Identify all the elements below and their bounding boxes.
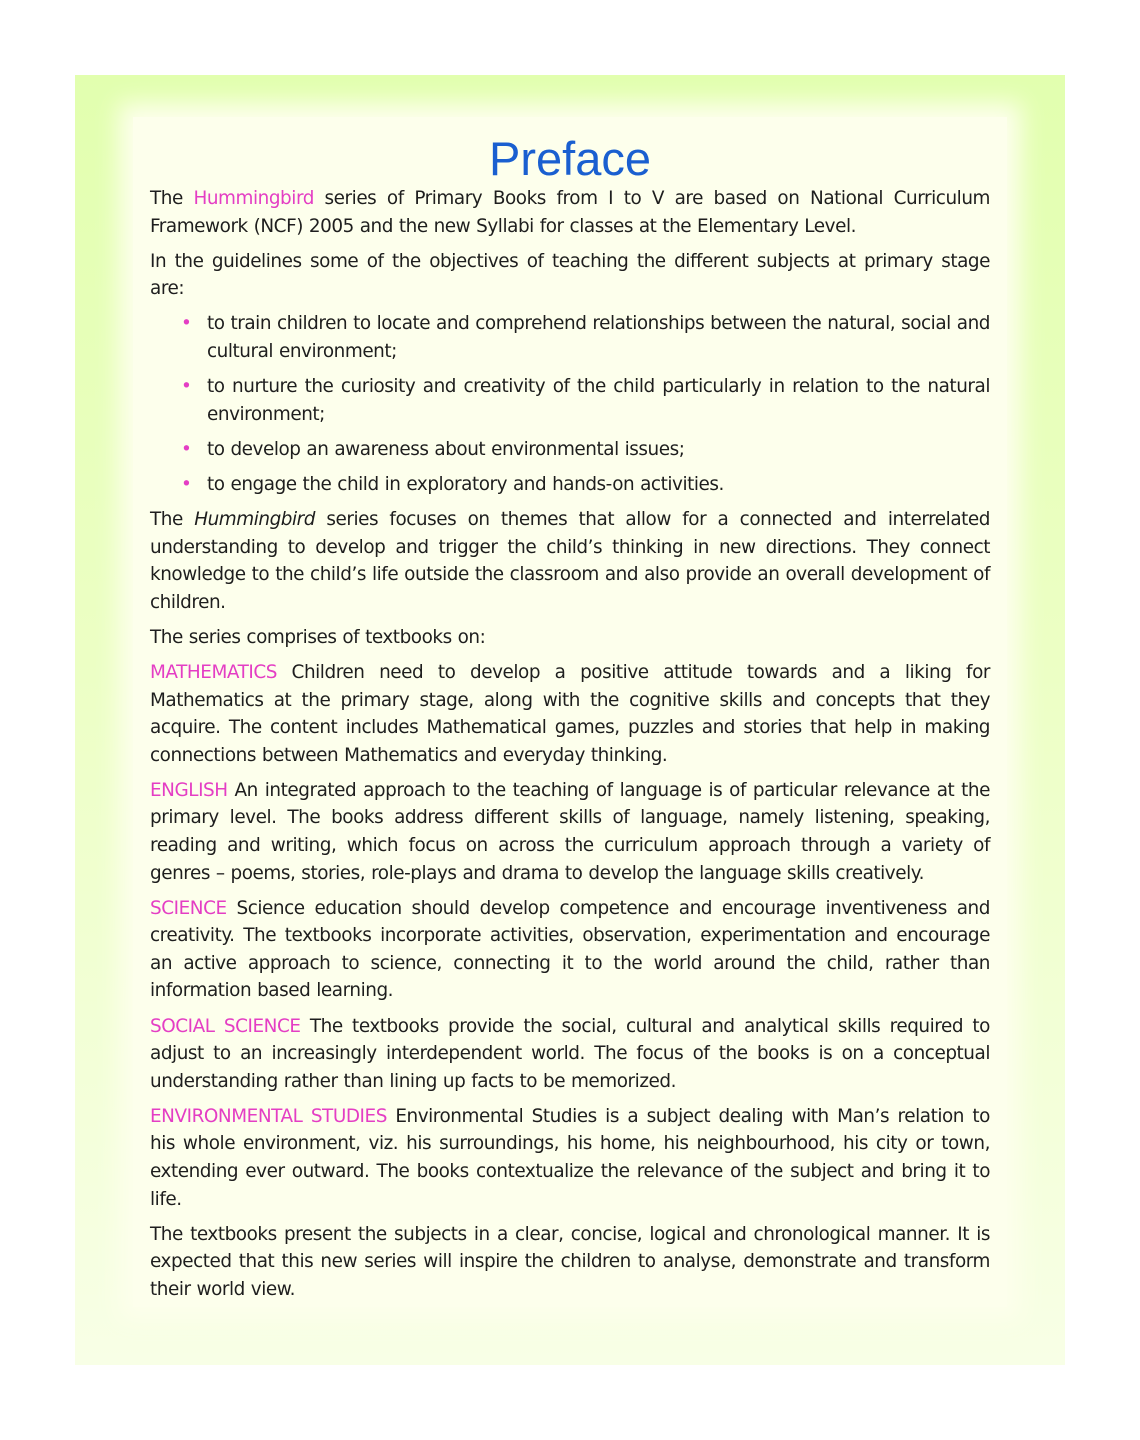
- page-frame: [75, 75, 1065, 1365]
- preface-body: [150, 185, 990, 1311]
- list-item: • to train children to locate and comprehend relationships between the natural, social and cultural environment;: [150, 310, 990, 365]
- comprises-paragraph: The series comprises of textbooks on:: [150, 626, 486, 648]
- subject-heading: ENGLISH: [150, 779, 228, 801]
- bullet-icon: •: [181, 313, 192, 335]
- subject-mathematics: MATHEMATICS Children need to develop a positive attitude towards and a liking for Mathematics at the primary stage, along with the cognitive skills and concepts that they acquire. The content includes Mathematical games, puzzles and stories that help in making connections between Mathematics and everyday thinking.: [150, 661, 990, 766]
- subject-english: ENGLISH An integrated approach to the teaching of language is of particular relevance at the primary level. The books address different skills of language, namely listening, speaking, reading and writing, which focus on across the curriculum approach through a variety of genres – poems, stories, role-plays and drama to develop the language skills creatively.: [150, 779, 990, 884]
- list-item: • to engage the child in exploratory and hands-on activities.: [150, 471, 990, 499]
- page-title: Preface: [489, 132, 651, 185]
- subject-heading: SCIENCE: [150, 897, 227, 919]
- bullet-icon: •: [181, 376, 192, 398]
- objectives-list: [150, 310, 990, 498]
- guidelines-paragraph: In the guidelines some of the objectives of teaching the different subjects at primary stage are:: [150, 250, 990, 300]
- bullet-icon: •: [181, 473, 192, 495]
- series-name-italic: Hummingbird: [194, 508, 316, 530]
- subject-heading: MATHEMATICS: [150, 661, 277, 683]
- intro-paragraph: The Hummingbird series of Primary Books from I to V are based on National Curriculum Framework (NCF) 2005 and the new Syllabi for classes at the Elementary Level.: [150, 188, 990, 237]
- list-item: • to develop an awareness about environmental issues;: [150, 436, 990, 464]
- subject-social-science: SOCIAL SCIENCE The textbooks provide the social, cultural and analytical skills required to adjust to an increasingly interdependent world. The focus of the books is on a conceptual understanding rather than lining up facts to be memorized.: [150, 1015, 990, 1092]
- subject-heading: SOCIAL SCIENCE: [150, 1015, 301, 1037]
- subject-science: SCIENCE Science education should develop competence and encourage inventiveness and creativity. The textbooks incorporate activities, observation, experimentation and encourage an active approach to science, connecting it to the world around the child, rather than information based learning.: [150, 897, 990, 1002]
- closing-paragraph: The textbooks present the subjects in a clear, concise, logical and chronological manner. It is expected that this new series will inspire the children to analyse, demonstrate and transform their world view.: [150, 1223, 990, 1300]
- series-name-highlight: Hummingbird: [193, 188, 314, 209]
- list-item: • to nurture the curiosity and creativity of the child particularly in relation to the natural environment;: [150, 373, 990, 428]
- series-paragraph: The Hummingbird series focuses on themes that allow for a connected and interrelated understanding to develop and trigger the child’s thinking in new directions. They connect knowledge to the child’s life outside the classroom and also provide an overall development of children.: [150, 508, 991, 613]
- bullet-icon: •: [181, 438, 192, 460]
- subject-heading: ENVIRONMENTAL STUDIES: [150, 1105, 387, 1127]
- content-panel: [133, 117, 1007, 1307]
- subject-environmental-studies: ENVIRONMENTAL STUDIES Environmental Studies is a subject dealing with Man’s relation to his whole environment, viz. his surroundings, his home, his neighbourhood, his city or town, extending ever outward. The books contextualize the relevance of the subject and bring it to life.: [150, 1105, 990, 1210]
